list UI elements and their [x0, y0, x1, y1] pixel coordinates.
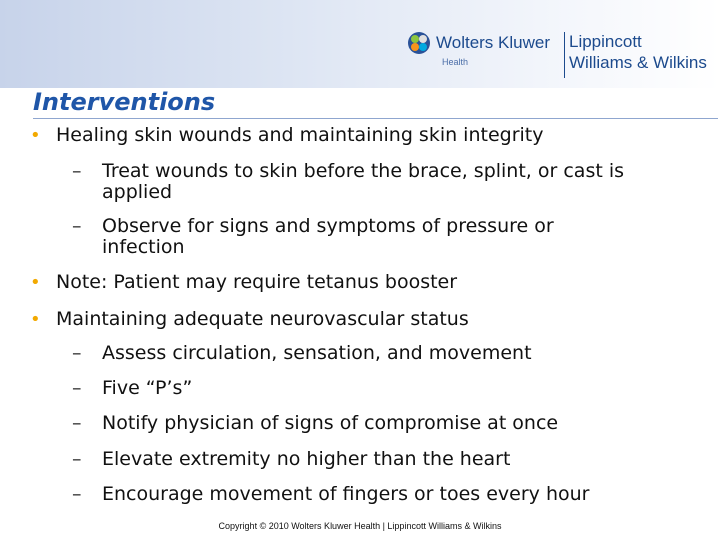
bullet-text: Note: Patient may require tetanus booster	[56, 271, 458, 293]
bullet-text: Treat wounds to skin before the brace, splint, or cast is applied	[102, 160, 625, 203]
bullet-item-l1	[30, 124, 544, 146]
bullet-text: Five “P’s”	[102, 377, 193, 399]
bullet-icon: •	[30, 125, 41, 146]
dash-icon: –	[72, 483, 82, 505]
bullet-text: Observe for signs and symptoms of pressure or infection	[102, 215, 554, 258]
logo-brand-text: Wolters Kluwer	[436, 33, 550, 52]
bullet-icon: •	[30, 272, 41, 293]
logo-partner-line2: Williams & Wilkins	[569, 53, 707, 72]
bullet-item-l1	[30, 308, 469, 330]
bullet-text: Healing skin wounds and maintaining skin integrity	[56, 124, 544, 146]
bullet-icon: •	[30, 309, 41, 330]
dash-icon: –	[72, 215, 82, 237]
bullet-item-l1	[30, 271, 457, 293]
logo-sub-text: Health	[442, 57, 469, 67]
bullet-text: Encourage movement of fingers or toes every hour	[102, 483, 590, 505]
copyright-footer: Copyright © 2010 Wolters Kluwer Health | Lippincott Williams & Wilkins	[218, 521, 502, 531]
dash-icon: –	[72, 412, 82, 434]
bullet-text: Assess circulation, sensation, and movement	[102, 342, 532, 364]
dash-icon: –	[72, 342, 82, 364]
dash-icon: –	[72, 448, 82, 470]
dash-icon: –	[72, 160, 82, 182]
slide-title: Interventions	[33, 88, 216, 116]
logo-partner-line1: Lippincott	[569, 32, 642, 51]
bullet-text: Maintaining adequate neurovascular status	[56, 308, 469, 330]
dash-icon: –	[72, 377, 82, 399]
bullet-text: Notify physician of signs of compromise at once	[102, 412, 559, 434]
bullet-text: Elevate extremity no higher than the heart	[102, 448, 511, 470]
